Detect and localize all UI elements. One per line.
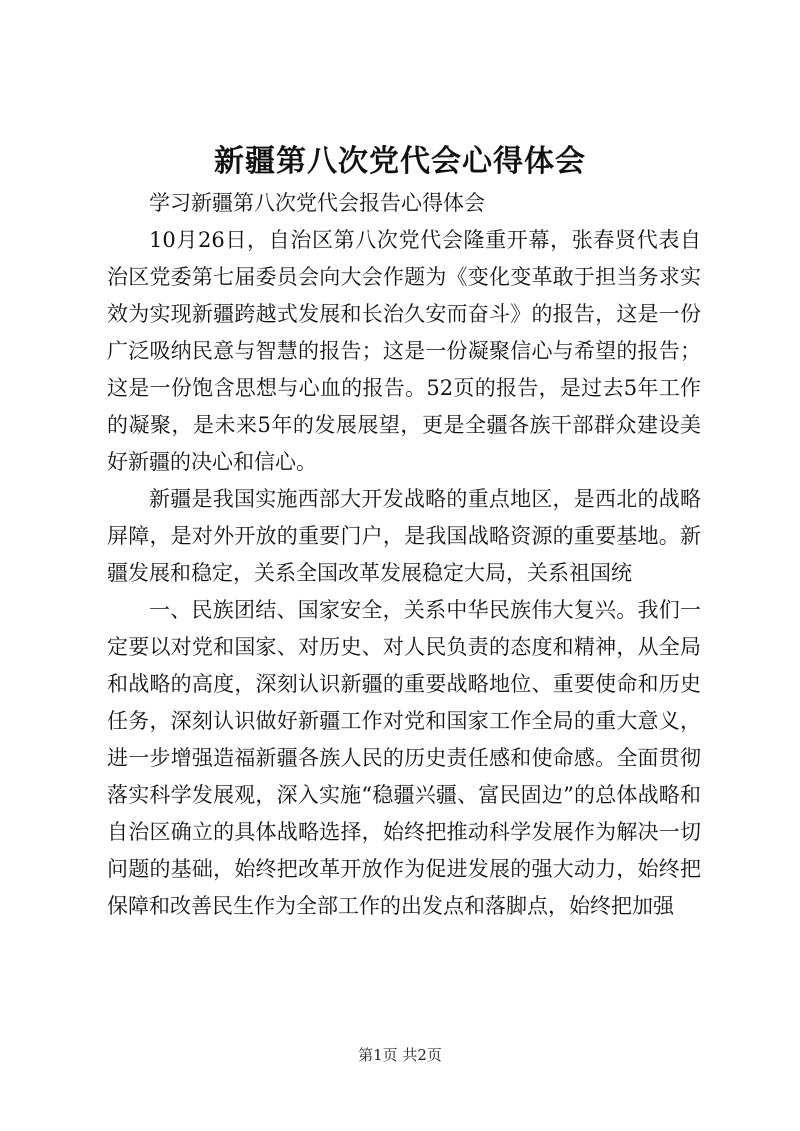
paragraph-3: 一、民族团结、国家安全，关系中华民族伟大复兴。我们一定要以对党和国家、对历史、对人民负责的态度和精神，从全局和战略的高度，深刻认识新疆的重要战略地位、重要使命和历史任务，深刻认识做好新疆工作对党和国家工作全局的重大意义，进一步增强造福新疆各族人民的历史责任感和使命感。全面贯彻落实科学发展观，深入实施“稳疆兴疆、富民固边”的总体战略和自治区确立的具体战略选择，始终把推动科学发展作为解决一切问题的基础，始终把改革开放作为促进发展的强大动力，始终把保障和改善民生作为全部工作的出发点和落脚点，始终把加强	[107, 598, 701, 918]
document-body	[107, 185, 701, 925]
paragraph-1: 10月26日，自治区第八次党代会隆重开幕，张春贤代表自治区党委第七届委员会向大会作题为《变化变革敢于担当务求实效为实现新疆跨越式发展和长治久安而奋斗》的报告，这是一份广泛吸纳民意与智慧的报告；这是一份凝聚信心与希望的报告；这是一份饱含思想与心血的报告。52页的报告，是过去5年工作的凝聚，是未来5年的发展展望，更是全疆各族干部群众建设美好新疆的决心和信心。	[107, 228, 701, 474]
document-title: 新疆第八次党代会心得体会	[214, 144, 586, 179]
page-footer: 第1页 共2页	[358, 1046, 442, 1064]
paragraph-2: 新疆是我国实施西部大开发战略的重点地区，是西北的战略屏障，是对外开放的重要门户，是我国战略资源的重要基地。新疆发展和稳定，关系全国改革发展稳定大局，关系祖国统	[107, 487, 701, 585]
document-subtitle: 学习新疆第八次党代会报告心得体会	[149, 191, 485, 215]
